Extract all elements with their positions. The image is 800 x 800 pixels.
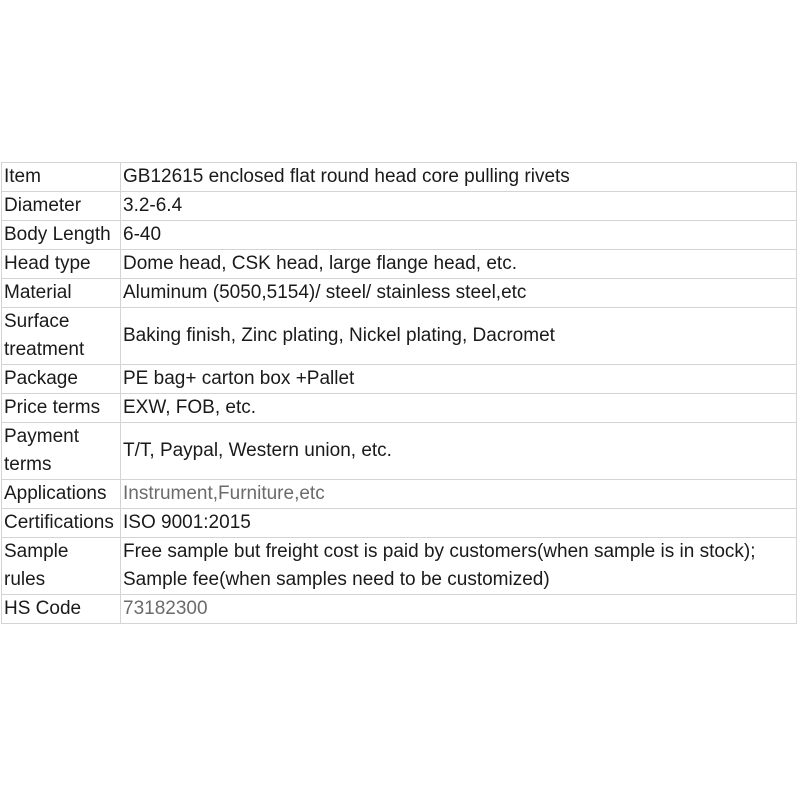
table-row bbox=[2, 480, 797, 509]
row-value-line: 3.2-6.4 bbox=[123, 195, 183, 216]
row-label-line: Sample bbox=[4, 541, 69, 562]
table-row bbox=[2, 308, 797, 365]
table-row bbox=[2, 394, 797, 423]
row-value bbox=[121, 480, 797, 509]
table-row bbox=[2, 250, 797, 279]
row-value bbox=[121, 192, 797, 221]
row-label-line: Item bbox=[4, 166, 41, 187]
table-row bbox=[2, 279, 797, 308]
row-value bbox=[121, 250, 797, 279]
row-label-line: Package bbox=[4, 368, 78, 389]
row-label-line: Certifications bbox=[4, 512, 114, 533]
row-value-line: PE bag+ carton box +Pallet bbox=[123, 368, 355, 389]
product-spec-table bbox=[1, 162, 797, 624]
table-row bbox=[2, 423, 797, 480]
row-value bbox=[121, 509, 797, 538]
row-value-line: Dome head, CSK head, large flange head, etc. bbox=[123, 253, 517, 274]
row-label bbox=[2, 192, 121, 221]
row-label-line: terms bbox=[4, 454, 52, 475]
row-value-line: Aluminum (5050,5154)/ steel/ stainless steel,etc bbox=[123, 282, 527, 303]
row-label-line: Applications bbox=[4, 483, 107, 504]
row-label-line: Head type bbox=[4, 253, 91, 274]
row-label-line: treatment bbox=[4, 339, 85, 360]
row-value bbox=[121, 394, 797, 423]
row-value-line: GB12615 enclosed flat round head core pulling rivets bbox=[123, 166, 570, 187]
row-value-line: EXW, FOB, etc. bbox=[123, 397, 257, 418]
table-row bbox=[2, 163, 797, 192]
table-row bbox=[2, 192, 797, 221]
table-row bbox=[2, 221, 797, 250]
row-label bbox=[2, 279, 121, 308]
row-label bbox=[2, 394, 121, 423]
row-value-line: Baking finish, Zinc plating, Nickel plating, Dacromet bbox=[123, 325, 555, 346]
row-label bbox=[2, 250, 121, 279]
row-value bbox=[121, 221, 797, 250]
row-value bbox=[121, 308, 797, 365]
row-label-line: rules bbox=[4, 569, 46, 590]
row-value-line: Free sample but freight cost is paid by customers(when sample is in stock); bbox=[123, 541, 756, 562]
row-label bbox=[2, 163, 121, 192]
row-label bbox=[2, 308, 121, 365]
row-value bbox=[121, 279, 797, 308]
row-value-line: Sample fee(when samples need to be customized) bbox=[123, 569, 550, 590]
row-label bbox=[2, 509, 121, 538]
row-value-line: ISO 9001:2015 bbox=[123, 512, 251, 533]
row-label bbox=[2, 365, 121, 394]
row-label-line: Surface bbox=[4, 311, 70, 332]
row-value bbox=[121, 365, 797, 394]
spec-table-body bbox=[2, 163, 797, 624]
row-label-line: Material bbox=[4, 282, 72, 303]
row-value-line: T/T, Paypal, Western union, etc. bbox=[123, 440, 392, 461]
row-label bbox=[2, 538, 121, 595]
row-label-line: Diameter bbox=[4, 195, 82, 216]
row-value bbox=[121, 595, 797, 624]
table-row bbox=[2, 365, 797, 394]
table-row bbox=[2, 595, 797, 624]
table-row bbox=[2, 509, 797, 538]
row-value-line: Instrument,Furniture,etc bbox=[123, 483, 325, 504]
row-value bbox=[121, 423, 797, 480]
row-label-line: Payment bbox=[4, 426, 79, 447]
row-label-line: Price terms bbox=[4, 397, 101, 418]
row-value-line: 73182300 bbox=[123, 598, 208, 619]
row-label bbox=[2, 480, 121, 509]
table-row bbox=[2, 538, 797, 595]
row-value bbox=[121, 163, 797, 192]
row-label bbox=[2, 221, 121, 250]
row-value-line: 6-40 bbox=[123, 224, 162, 245]
row-label-line: HS Code bbox=[4, 598, 82, 619]
row-label-line: Body Length bbox=[4, 224, 111, 245]
row-value bbox=[121, 538, 797, 595]
row-label bbox=[2, 595, 121, 624]
row-label bbox=[2, 423, 121, 480]
